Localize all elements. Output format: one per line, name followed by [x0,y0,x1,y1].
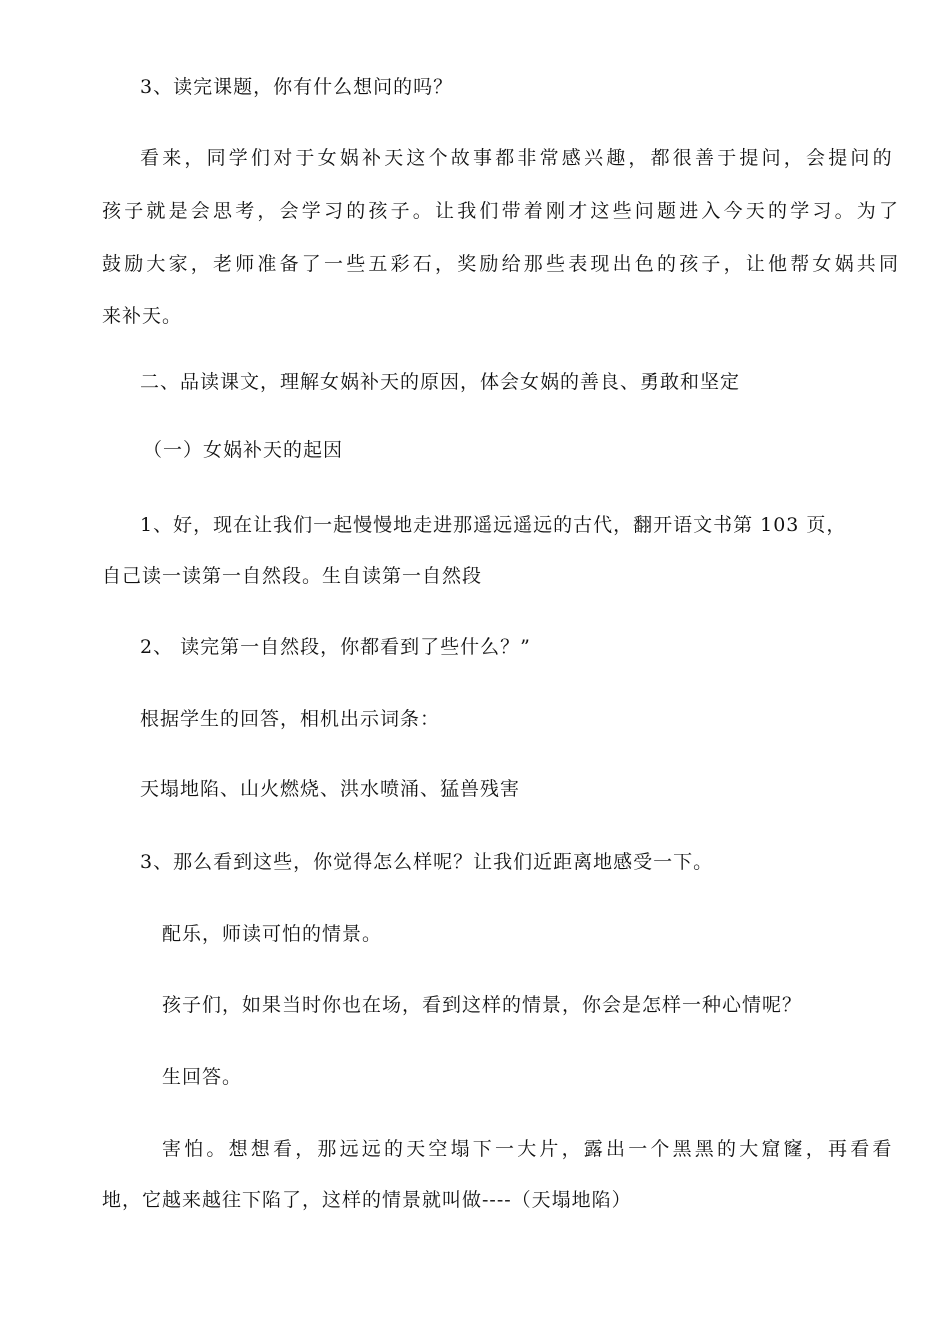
text-line-fear-1: 害怕。想想看，那远远的天空塌下一大片，露出一个黑黑的大窟窿，再看看 [162,1138,895,1160]
text-line-step1-1: 1、好，现在让我们一起慢慢地走进那遥远遥远的古代，翻开语文书第 103 页， [140,514,847,536]
text-line-music: 配乐，师读可怕的情景。 [162,923,383,945]
text-line-q3-topic: 3、读完课题，你有什么想问的吗？ [140,76,454,98]
text-line-step1-2: 自己读一读第一自然段。生自读第一自然段 [102,565,483,587]
subsection-heading-1: （一）女娲补天的起因 [143,439,344,461]
text-line-question: 孩子们，如果当时你也在场，看到这样的情景，你会是怎样一种心情呢？ [162,994,803,1016]
text-line-fear-2: 地，它越来越往下陷了，这样的情景就叫做----（天塌地陷） [102,1189,632,1211]
text-line-answer-hint: 根据学生的回答，相机出示词条： [140,708,441,730]
text-line-word-list: 天塌地陷、山火燃烧、洪水喷涌、猛兽残害 [140,778,521,800]
text-line-para1-1: 看来，同学们对于女娲补天这个故事都非常感兴趣，都很善于提问，会提问的 [140,147,895,169]
text-line-para1-2: 孩子就是会思考，会学习的孩子。让我们带着刚才这些问题进入今天的学习。为了 [102,200,902,222]
text-line-step3: 3、那么看到这些，你觉得怎么样呢？让我们近距离地感受一下。 [140,851,714,873]
section-heading-2: 二、品读课文，理解女娲补天的原因，体会女娲的善良、勇敢和坚定 [140,371,741,393]
text-line-para1-4: 来补天。 [102,305,183,327]
text-line-para1-3: 鼓励大家，老师准备了一些五彩石，奖励给那些表现出色的孩子，让他帮女娲共同 [102,253,902,275]
text-line-student-answer: 生回答。 [162,1066,243,1088]
text-line-step2: 2、 读完第一自然段，你都看到了些什么？” [140,636,531,658]
